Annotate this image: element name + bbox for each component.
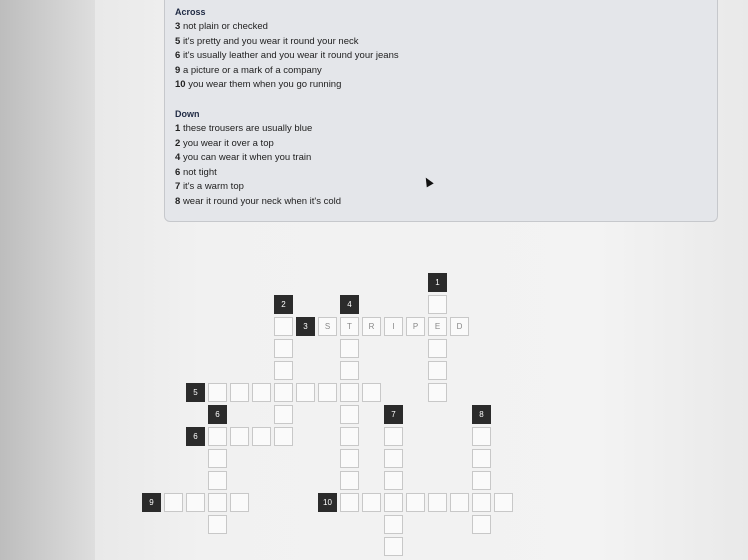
clue-down-6: 6 not tight xyxy=(175,166,217,178)
clue-number-tile: 3 xyxy=(296,317,315,336)
clue-number-tile: 10 xyxy=(318,493,337,512)
crossword-cell-3-across[interactable]: R xyxy=(362,317,381,336)
clue-number-tile: 8 xyxy=(472,405,491,424)
crossword-cell[interactable] xyxy=(340,405,359,424)
crossword-cell[interactable] xyxy=(186,493,205,512)
clue-number-tile: 5 xyxy=(186,383,205,402)
clue-number-tile: 1 xyxy=(428,273,447,292)
crossword-cell[interactable] xyxy=(406,493,425,512)
crossword-cell[interactable] xyxy=(274,405,293,424)
clue-down-1: 1 these trousers are usually blue xyxy=(175,123,313,134)
crossword-cell[interactable] xyxy=(274,339,293,358)
crossword-cell[interactable] xyxy=(296,383,315,402)
crossword-cell[interactable] xyxy=(208,471,227,490)
crossword-cell[interactable] xyxy=(164,493,183,512)
crossword-cell[interactable] xyxy=(472,493,491,512)
crossword-cell[interactable] xyxy=(208,427,227,446)
crossword-cell[interactable] xyxy=(472,449,491,468)
crossword-cell[interactable] xyxy=(362,383,381,402)
crossword-cell[interactable] xyxy=(428,361,447,380)
crossword-cell[interactable] xyxy=(208,383,227,402)
crossword-cell-3-across[interactable]: S xyxy=(318,317,337,336)
crossword-cell[interactable] xyxy=(362,493,381,512)
crossword-cell[interactable] xyxy=(274,427,293,446)
clue-across-9: 9 a picture or a mark of a company xyxy=(175,64,322,76)
crossword-cell[interactable] xyxy=(252,383,271,402)
clue-number-tile: 6 xyxy=(208,405,227,424)
crossword-cell[interactable] xyxy=(340,449,359,468)
crossword-cell-3-across[interactable]: P xyxy=(406,317,425,336)
clue-number-tile: 4 xyxy=(340,295,359,314)
crossword-cell[interactable] xyxy=(384,493,403,512)
clue-across-5: 5 it's pretty and you wear it round your neck xyxy=(175,35,359,47)
crossword-cell-3-across[interactable]: I xyxy=(384,317,403,336)
crossword-cell[interactable] xyxy=(340,383,359,402)
crossword-cell[interactable] xyxy=(208,515,227,534)
crossword-cell[interactable] xyxy=(274,317,293,336)
crossword-cell[interactable] xyxy=(384,537,403,556)
crossword-cell[interactable] xyxy=(274,361,293,380)
crossword-cell[interactable] xyxy=(384,449,403,468)
clue-across-3: 3 not plain or checked xyxy=(175,21,268,32)
crossword-cell[interactable] xyxy=(472,471,491,490)
crossword-cell[interactable] xyxy=(384,427,403,446)
crossword-cell[interactable] xyxy=(428,295,447,314)
crossword-cell[interactable] xyxy=(230,493,249,512)
clue-down-2: 2 you wear it over a top xyxy=(175,137,274,149)
clue-number-tile: 7 xyxy=(384,405,403,424)
clue-down-8: 8 wear it round your neck when it's cold xyxy=(175,195,342,207)
across-heading: Across xyxy=(175,7,206,17)
clue-number-tile: 9 xyxy=(142,493,161,512)
crossword-cell[interactable] xyxy=(340,361,359,380)
down-heading: Down xyxy=(175,109,200,119)
crossword-cell[interactable] xyxy=(230,427,249,446)
crossword-cell[interactable] xyxy=(340,493,359,512)
crossword-cell[interactable] xyxy=(230,383,249,402)
crossword-cell[interactable] xyxy=(472,427,491,446)
crossword-cell[interactable] xyxy=(340,427,359,446)
crossword-cell-3-across[interactable]: E xyxy=(428,317,447,336)
crossword-cell-3-across[interactable]: D xyxy=(450,317,469,336)
crossword-cell[interactable] xyxy=(472,515,491,534)
crossword-cell-3-across[interactable]: T xyxy=(340,317,359,336)
crossword-cell[interactable] xyxy=(494,493,513,512)
crossword-cell[interactable] xyxy=(208,493,227,512)
crossword-cell[interactable] xyxy=(428,383,447,402)
crossword-cell[interactable] xyxy=(428,339,447,358)
crossword-cell[interactable] xyxy=(340,471,359,490)
clue-number-tile: 6 xyxy=(186,427,205,446)
crossword-cell[interactable] xyxy=(252,427,271,446)
clue-across-10: 10 you wear them when you go running xyxy=(175,79,342,90)
crossword-cell[interactable] xyxy=(428,493,447,512)
crossword-cell[interactable] xyxy=(318,383,337,402)
crossword-cell[interactable] xyxy=(208,449,227,468)
crossword-cell[interactable] xyxy=(384,515,403,534)
clue-down-4: 4 you can wear it when you train xyxy=(175,152,312,163)
crossword-cell[interactable] xyxy=(274,383,293,402)
clue-number-tile: 2 xyxy=(274,295,293,314)
crossword-cell[interactable] xyxy=(450,493,469,512)
crossword-cell[interactable] xyxy=(384,471,403,490)
crossword-cell[interactable] xyxy=(340,339,359,358)
clue-down-7: 7 it's a warm top xyxy=(175,181,244,192)
clue-across-6: 6 it's usually leather and you wear it round your jeans xyxy=(175,50,399,61)
